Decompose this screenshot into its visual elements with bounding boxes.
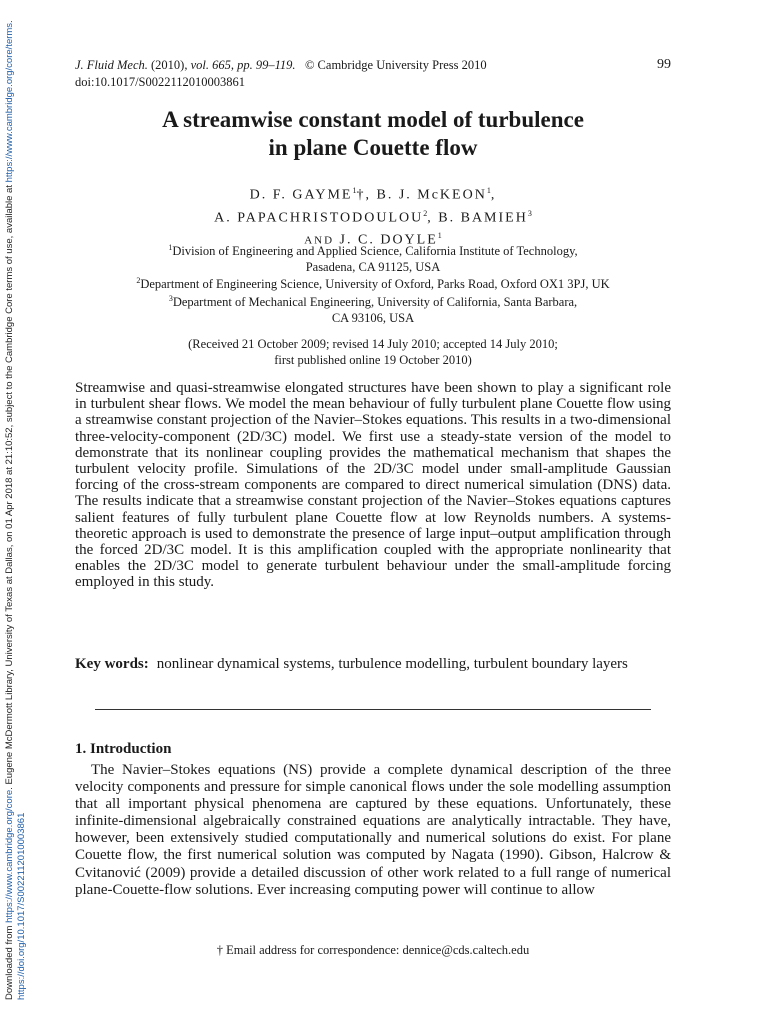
affiliation-2	[75, 273, 671, 292]
abstract: Streamwise and quasi-streamwise elongated structures have been shown to play a significant role in turbulent shear flows. We model the mean behaviour of fully turbulent plane Couette flow using a streamwise constant projection of the Navier–Stokes equations. This results in a two-dimensional three-velocity-component (2D/3C) model. We first use a steady-state version of the model to demonstrate that its nonlinear coupling provides the mathematical mechanism that shapes the turbulent velocity profile. Simulations of the 2D/3C model under small-amplitude Gaussian forcing of the cross-stream components are compared to direct numerical simulation (DNS) data. The results indicate that a streamwise constant projection of the Navier–Stokes equations captures salient features of fully turbulent plane Couette flow at low Reynolds numbers. A systems-theoretic approach is used to demonstrate the presence of large input–output amplification through the forced 2D/3C model. It is this amplification coupled with the appropriate nonlinearity that enables the 2D/3C model to generate turbulent behaviour under the small-amplitude forcing employed in this study.	[75, 380, 671, 591]
author-gayme: D. F. GAYME	[249, 187, 353, 203]
cambridge-core-link[interactable]: https://www.cambridge.org/core	[4, 789, 15, 923]
aff-sup: 3	[168, 294, 173, 303]
download-notice-text: Downloaded from	[4, 922, 15, 1000]
author-sup: 2	[423, 208, 428, 218]
aff-sup: 2	[136, 276, 141, 285]
author-and: AND	[304, 234, 335, 247]
author-sup: 1	[437, 231, 442, 241]
author-sup: 1	[352, 186, 357, 195]
keywords	[75, 656, 671, 673]
affiliation-1	[75, 240, 671, 275]
title-line-2: in plane Couette flow	[268, 135, 478, 160]
received-dates	[75, 336, 671, 368]
author-dagger: †,	[356, 187, 371, 203]
journal-citation	[75, 58, 487, 73]
affiliation-3	[75, 291, 671, 326]
download-notice-text-2: . Eugene McDermott Library, University of Texas at Dallas, on 01 Apr 2018 at 21:10:52, subject to the Cambridge Core terms of use, available at	[4, 182, 15, 790]
title-line-1: A streamwise constant model of turbulence	[162, 107, 584, 132]
author-papachristodoulou: A. PAPACHRISTODOULOU	[214, 210, 424, 226]
copyright: © Cambridge University Press 2010	[304, 58, 487, 72]
journal-name: J. Fluid Mech.	[75, 58, 148, 72]
received-line-2: first published online 19 October 2010)	[274, 353, 472, 367]
authors-line-2	[75, 205, 671, 228]
doi: doi:10.1017/S0022112010003861	[75, 75, 246, 89]
keywords-text: nonlinear dynamical systems, turbulence modelling, turbulent boundary layers	[156, 656, 628, 672]
aff-1-line-1: Division of Engineering and Applied Science, California Institute of Technology,	[172, 244, 578, 259]
page-number: 99	[657, 57, 671, 72]
journal-volume: vol. 665, pp. 99–119.	[190, 58, 296, 72]
author-sup: 3	[527, 208, 532, 218]
section-heading-introduction: 1. Introduction	[75, 741, 172, 757]
author-bamieh: , B. BAMIEH	[427, 210, 528, 226]
paper-title	[75, 106, 671, 162]
footnote-email: † Email address for correspondence: dennice@cds.caltech.edu	[216, 943, 530, 957]
doi-link[interactable]: https://doi.org/10.1017/S0022112010003861	[16, 812, 27, 1000]
authors-line-1	[75, 182, 671, 205]
received-line-1: (Received 21 October 2009; revised 14 July 2010; accepted 14 July 2010;	[188, 337, 558, 351]
aff-1-line-2: Pasadena, CA 91125, USA	[305, 260, 441, 275]
aff-sup: 1	[168, 243, 173, 252]
introduction-text: The Navier–Stokes equations (NS) provide a complete dynamical description of the three velocity components and pressure for simple canonical flows under the sole modelling assumption that all important physical phenomena are captured by these equations. Unfortunately, these infinite-dimensional algebraically constrained equations are analytically intractable. They have, however, been extensively studied computationally and numerical solutions do exist. For plane Couette flow, the first numerical solution was computed by Nagata (1990). Gibson, Halcrow & Cvitanović (2009) provide a detailed discussion of other work related to a full range of numerical plane-Couette-flow solutions. Ever increasing computing power will continue to allow	[75, 762, 671, 898]
author-sup: 1	[486, 186, 491, 195]
author-comma: ,	[490, 187, 497, 203]
section-divider	[95, 709, 651, 710]
aff-3-line-1: Department of Mechanical Engineering, University of California, Santa Barbara,	[172, 295, 578, 310]
aff-3-line-2: CA 93106, USA	[331, 311, 415, 326]
journal-year: (2010),	[151, 58, 188, 72]
author-mckeon: B. J. McKEON	[376, 187, 487, 203]
download-notice-end: .	[4, 20, 15, 23]
keywords-label: Key words:	[75, 656, 149, 672]
aff-2-line-1: Department of Engineering Science, University of Oxford, Parks Road, Oxford OX1 3PJ, UK	[140, 277, 610, 292]
author-doyle: J. C. DOYLE	[339, 232, 438, 248]
download-notice	[4, 0, 28, 1000]
cambridge-terms-link[interactable]: https://www.cambridge.org/core/terms	[4, 22, 15, 183]
